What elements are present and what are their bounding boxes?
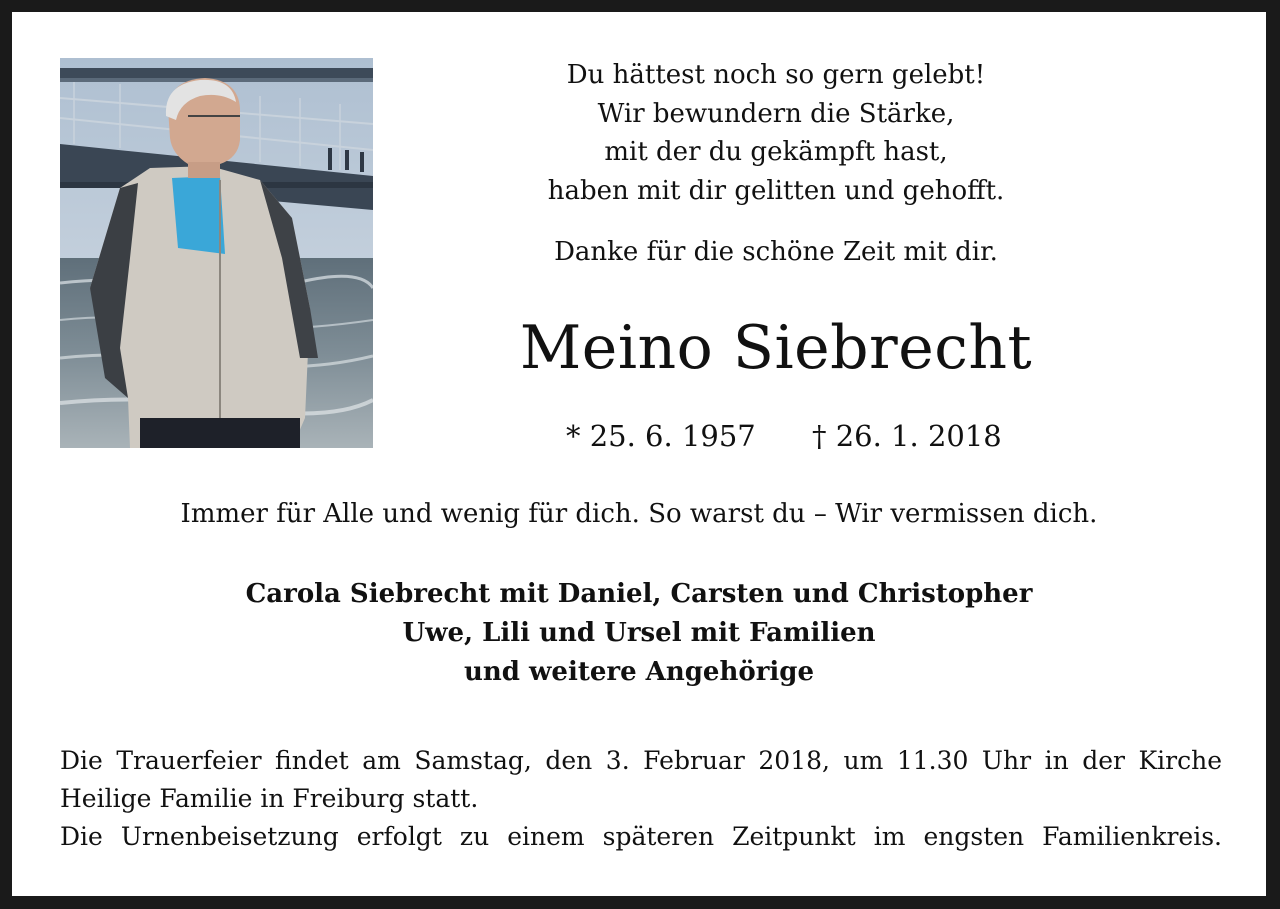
verse-line: mit der du gekämpft hast, xyxy=(604,137,948,167)
mourners-list xyxy=(152,575,1126,692)
notice-line: Heilige Familie in Freiburg statt. xyxy=(60,784,479,813)
death-date: † 26. 1. 2018 xyxy=(812,419,1002,453)
verse-line: Du hättest noch so gern gelebt! xyxy=(566,60,986,90)
verse-line: haben mit dir gelitten und gehofft. xyxy=(547,175,1005,206)
notice-line: Die Urnenbeisetzung erfolgt zu einem späteren Zeitpunkt im engsten Familienkreis. xyxy=(60,822,1222,851)
memorial-verse xyxy=(432,56,1120,210)
verse-line: Wir bewundern die Stärke, xyxy=(597,98,955,129)
notice-line: Die Trauerfeier findet am Samstag, den 3. Februar 2018, um 11.30 Uhr in der Kirche xyxy=(60,746,1222,775)
thanks-line: Danke für die schöne Zeit mit dir. xyxy=(554,237,998,267)
birth-date: * 25. 6. 1957 xyxy=(566,419,756,453)
portrait-photo xyxy=(60,58,373,448)
mourner-line: und weitere Angehörige xyxy=(463,657,815,687)
deceased-name: Meino Siebrecht xyxy=(519,313,1033,383)
mourner-line: Carola Siebrecht mit Daniel, Carsten und Christopher xyxy=(245,579,1033,609)
obituary-card xyxy=(12,12,1266,896)
funeral-notice xyxy=(60,742,1222,856)
motto-line: Immer für Alle und wenig für dich. So warst du – Wir vermissen dich. xyxy=(180,499,1098,529)
life-dates xyxy=(432,414,1120,458)
mourner-line: Uwe, Lili und Ursel mit Familien xyxy=(402,618,876,648)
